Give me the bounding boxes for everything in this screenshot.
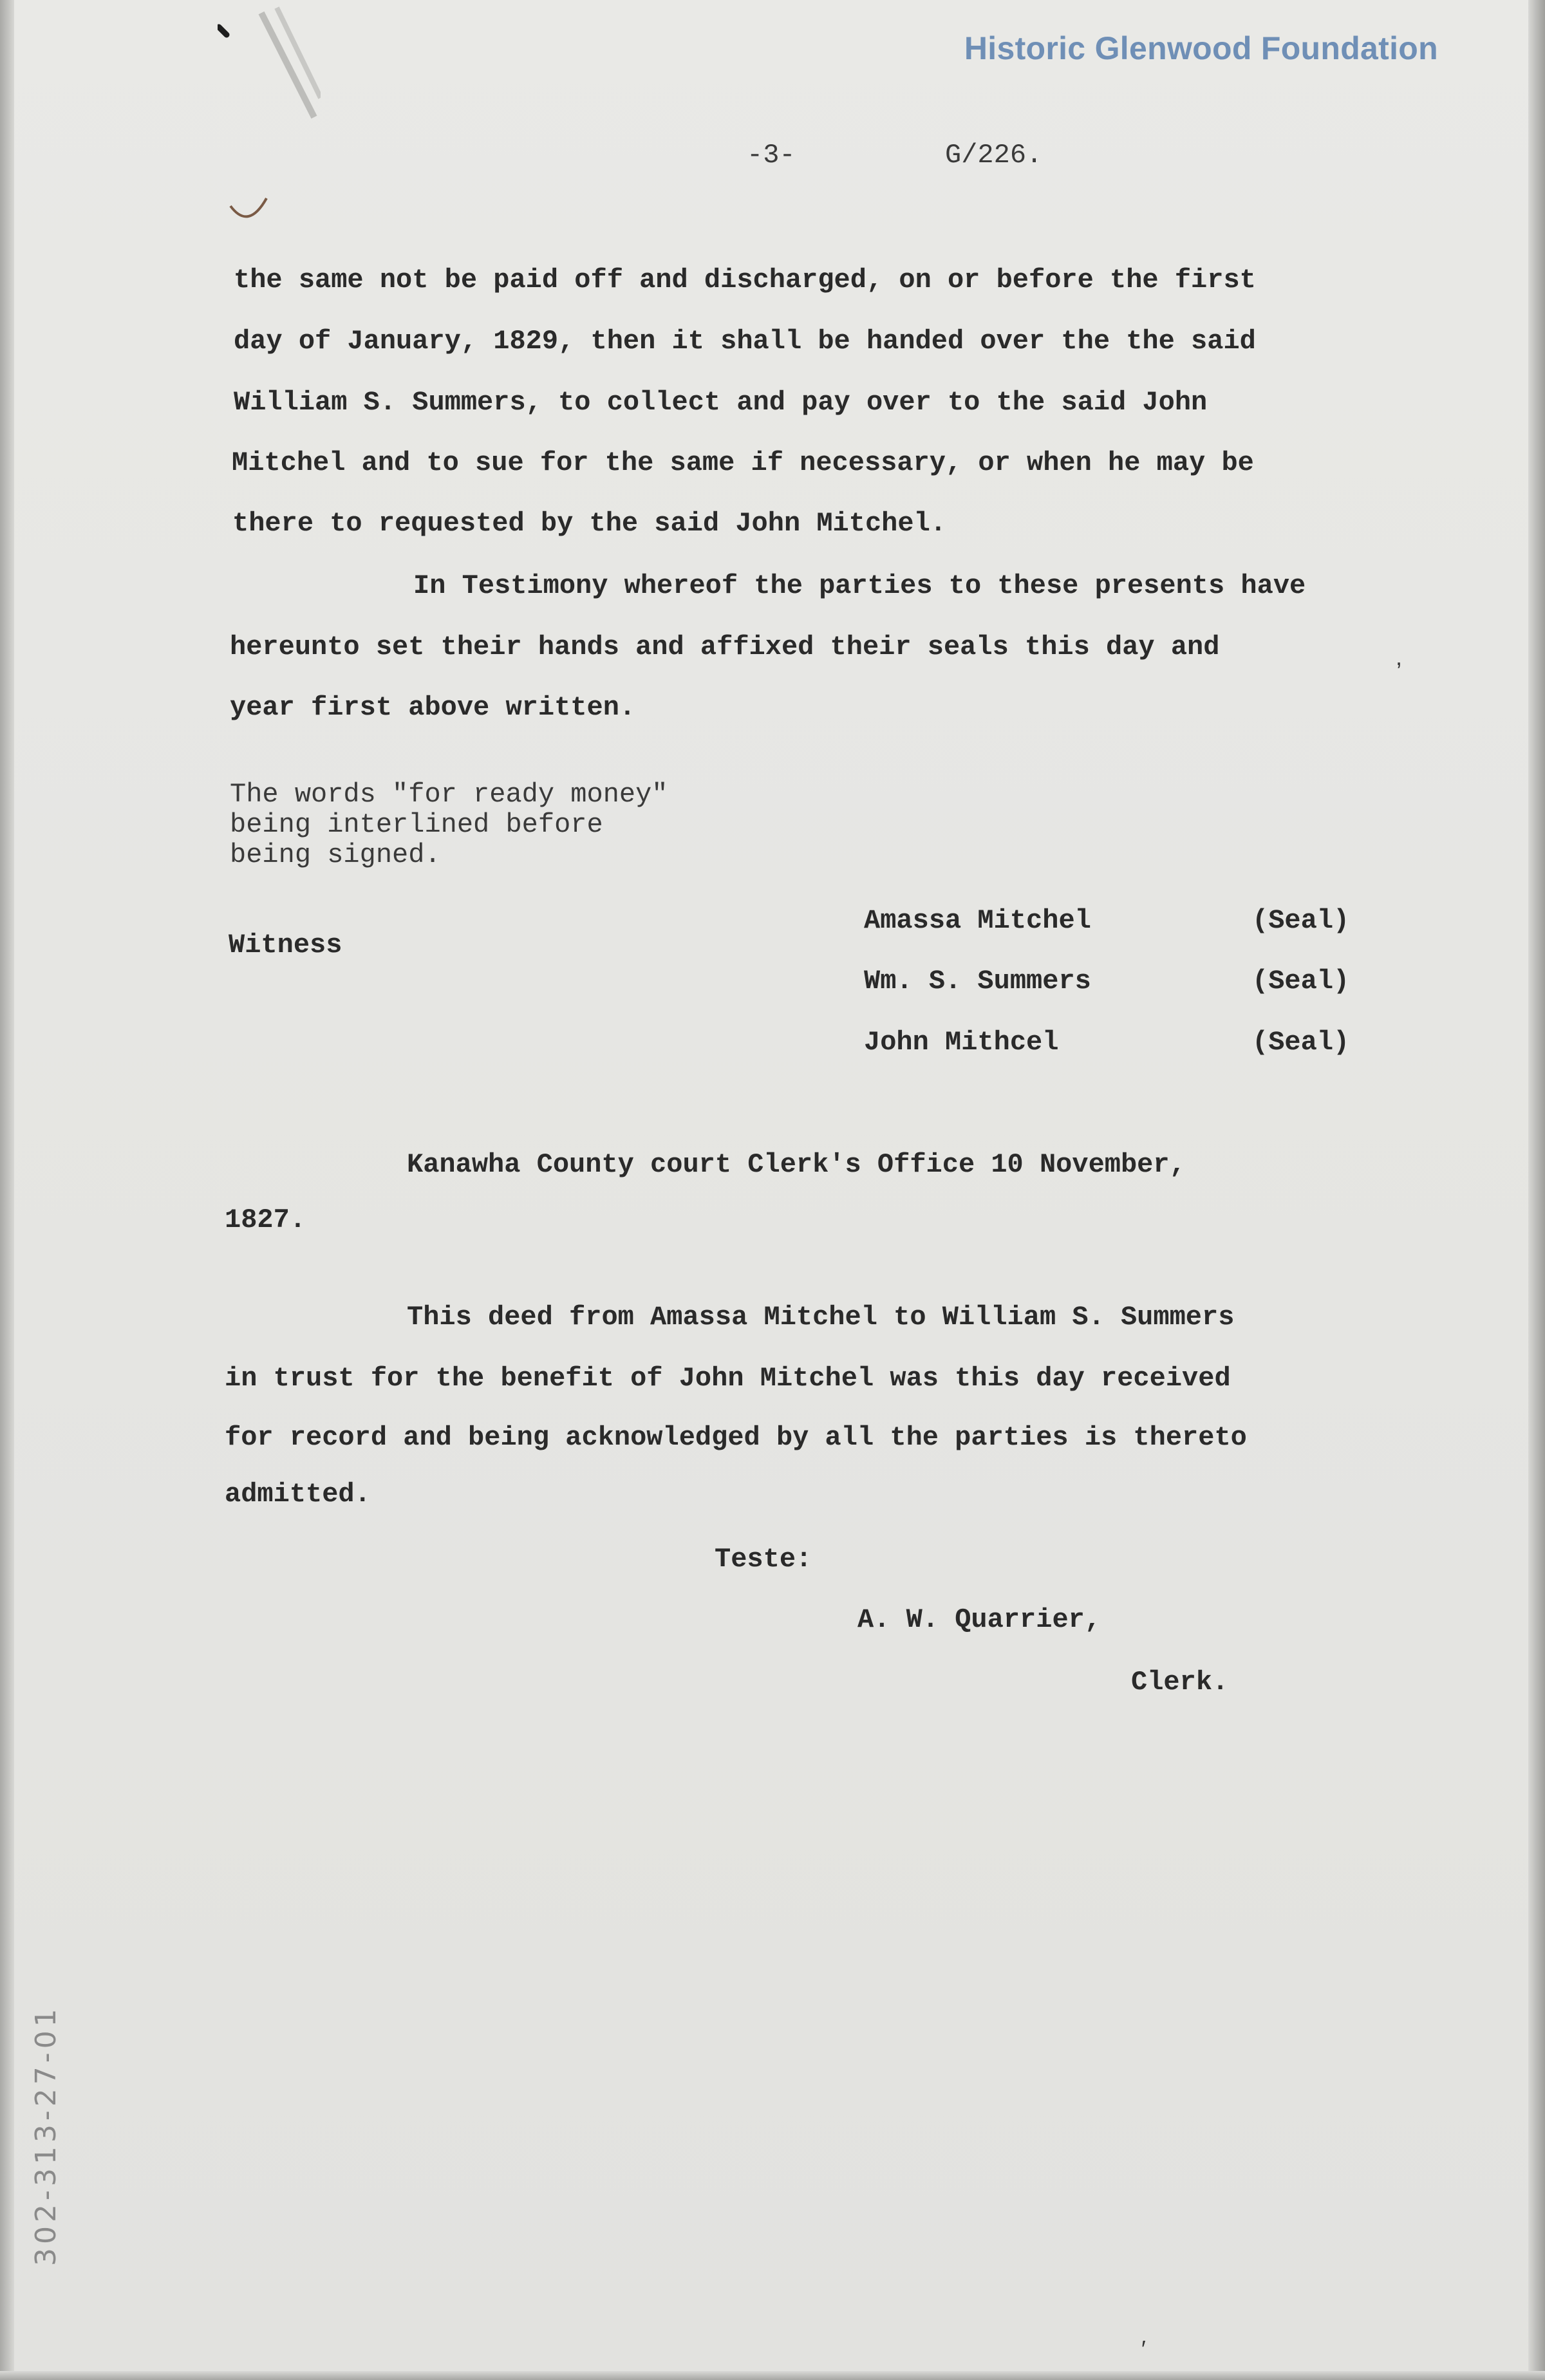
testimony-line: In Testimony whereof the parties to these presents have [413,570,1306,601]
stray-ink-mark: ′ [1141,2336,1146,2362]
testimony-line: hereunto set their hands and affixed their seals this day and [230,632,1220,662]
clerk-title: Clerk. [1131,1667,1229,1698]
seal-label: (Seal) [1252,966,1350,997]
handwritten-margin-note: 302-313-27-01 [30,2005,62,2266]
clerk-office-year: 1827. [225,1204,306,1235]
body-line: there to requested by the said John Mitchel. [232,508,946,539]
clerk-name: A. W. Quarrier, [857,1604,1101,1635]
signature-name: Amassa Mitchel [864,905,1091,936]
bleed-through-text [180,966,1082,1288]
interlined-note-line: The words "for ready money" [230,779,668,810]
interlined-note-line: being interlined before [230,809,603,840]
document-reference: G/226. [945,140,1043,171]
body-line: the same not be paid off and discharged, on or before the first [234,265,1256,295]
seal-label: (Seal) [1252,1027,1350,1058]
page-edge-right [1528,0,1545,2380]
deed-line: This deed from Amassa Mitchel to William S. Summers [407,1302,1235,1333]
stray-ink-mark: , [1396,644,1403,670]
watermark-text: Historic Glenwood Foundation [964,30,1438,66]
witness-label: Witness [229,930,342,960]
teste-label: Teste: [715,1544,812,1575]
staple-hole-icon [227,193,278,232]
signature-name: Wm. S. Summers [864,966,1091,997]
deed-line: admitted. [225,1479,371,1510]
page-edge-bottom [0,2371,1545,2380]
body-line: Mitchel and to sue for the same if necessary, or when he may be [232,447,1254,478]
deed-line: for record and being acknowledged by all the parties is thereto [225,1422,1247,1453]
interlined-note-line: being signed. [230,839,441,870]
page-edge-left [0,0,14,2380]
seal-label: (Seal) [1252,905,1350,936]
body-line: day of January, 1829, then it shall be handed over the the said [234,326,1256,357]
staple-mark-icon [218,1,321,124]
clerk-office-line: Kanawha County court Clerk's Office 10 November, [407,1149,1186,1180]
deed-line: in trust for the benefit of John Mitchel was this day received [225,1363,1231,1394]
page-number: -3- [747,140,796,171]
testimony-line: year first above written. [230,692,636,723]
body-line: William S. Summers, to collect and pay over to the said John [234,387,1208,418]
signature-name: John Mithcel [864,1027,1059,1058]
